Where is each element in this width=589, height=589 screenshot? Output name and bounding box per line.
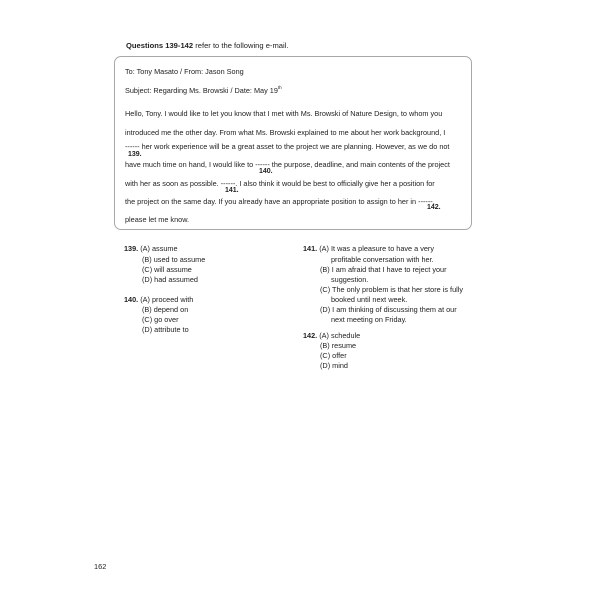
question-139 <box>124 244 178 253</box>
email-body-line: please let me know. <box>125 215 190 224</box>
page-number: 162 <box>94 562 107 571</box>
question-142 <box>303 331 360 340</box>
blank-label-141: 141. <box>225 187 239 194</box>
email-body-line: the project on the same day. If you already have an appropriate position to assign to her in ------, <box>125 197 435 206</box>
question-number: 142. <box>303 331 318 340</box>
email-body-line: have much time on hand, I would like to ------ the purpose, deadline, and main contents of the project <box>125 160 450 169</box>
question-range: Questions 139-142 <box>126 41 194 50</box>
blank-label-142: 142. <box>427 204 441 211</box>
option-c: (C) go over <box>142 315 179 324</box>
option-b: (B) used to assume <box>142 255 206 264</box>
option-b: (B) resume <box>320 341 357 350</box>
email-body-line: introduced me the other day. From what Ms. Browski explained to me about her work background, I <box>125 128 446 137</box>
option-d: (D) I am thinking of discussing them at our <box>320 305 457 314</box>
option-b-cont: suggestion. <box>331 275 369 284</box>
question-141 <box>303 244 434 253</box>
email-body-line: Hello, Tony. I would like to let you know that I met with Ms. Browski of Nature Design, to whom you <box>125 109 443 118</box>
blank-label-140: 140. <box>259 168 273 175</box>
option-d-cont: next meeting on Friday. <box>331 315 407 324</box>
question-140 <box>124 295 193 304</box>
option-c: (C) offer <box>320 351 347 360</box>
option-d: (D) mind <box>320 361 348 370</box>
questions-heading <box>126 41 289 50</box>
option-a: (A) assume <box>140 244 178 253</box>
subject-text: Subject: Regarding Ms. Browski / Date: May 19 <box>125 86 278 95</box>
option-b: (B) I am afraid that I have to reject your <box>320 265 447 274</box>
question-number: 139. <box>124 244 139 253</box>
blank-label-139: 139. <box>128 151 142 158</box>
option-d: (D) had assumed <box>142 275 198 284</box>
question-number: 141. <box>303 244 318 253</box>
option-a: (A) proceed with <box>140 295 194 304</box>
option-c: (C) The only problem is that her store is fully <box>320 285 464 294</box>
option-d: (D) attribute to <box>142 325 189 334</box>
email-to-from: To: Tony Masato / From: Jason Song <box>125 67 244 76</box>
date-suffix: th <box>277 85 282 90</box>
option-c: (C) will assume <box>142 265 192 274</box>
option-a: (A) It was a pleasure to have a very <box>319 244 435 253</box>
question-number: 140. <box>124 295 139 304</box>
heading-rest: refer to the following e-mail. <box>193 41 289 50</box>
email-subject <box>125 86 282 95</box>
option-a-cont: profitable conversation with her. <box>331 255 434 264</box>
email-body-line: with her as soon as possible. ------. I also think it would be best to officially give her a position for <box>125 179 435 188</box>
option-b: (B) depend on <box>142 305 189 314</box>
option-a: (A) schedule <box>319 331 361 340</box>
option-c-cont: booked until next week. <box>331 295 408 304</box>
email-body-line: ------ her work experience will be a great asset to the project we are planning. However, as we do not <box>125 142 450 151</box>
